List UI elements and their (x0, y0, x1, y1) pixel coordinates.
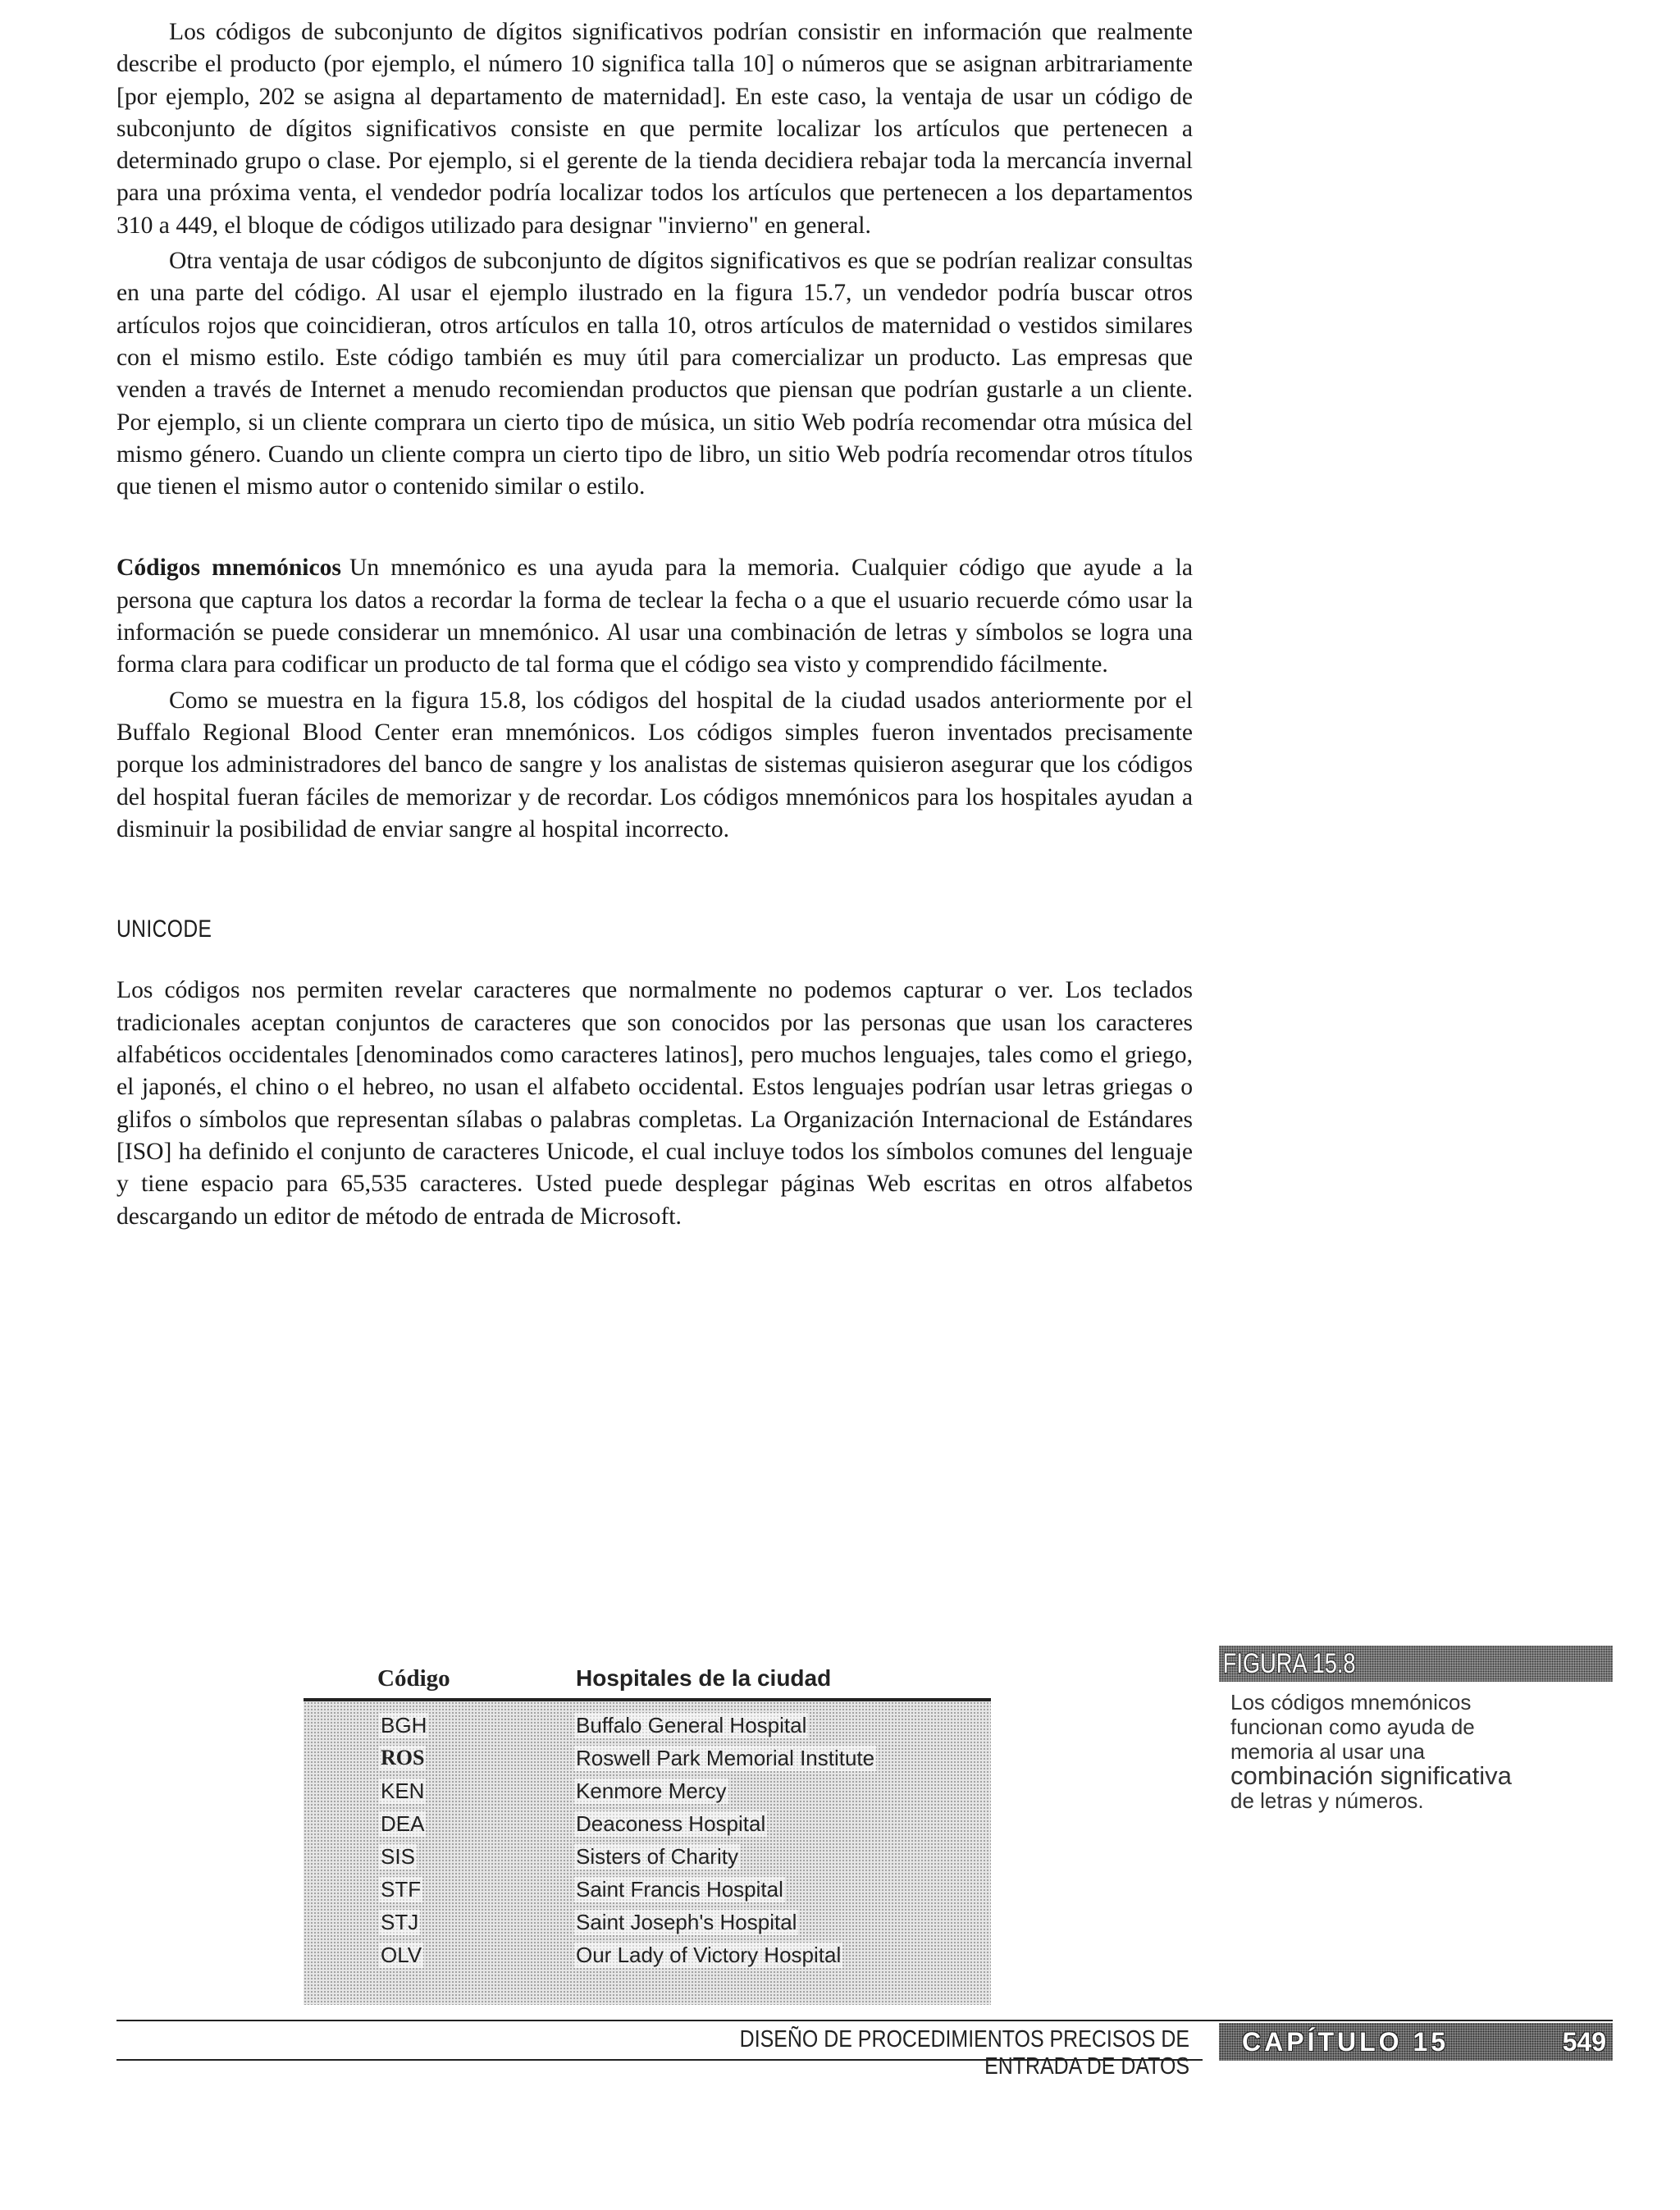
header-hospitals: Hospitales de la ciudad (576, 1665, 832, 1691)
header-code: Código (377, 1665, 450, 1692)
section-heading-unicode: UNICODE (116, 916, 212, 943)
hospital-codes-table (304, 1651, 991, 2008)
figure-label-text: FIGURA 15.8 (1222, 1648, 1356, 1679)
term-mnemonic-codes: Códigos mnemónicos (116, 555, 341, 582)
table-body (304, 1701, 991, 2005)
cell-code: SIS (381, 1844, 415, 1869)
table-row (304, 1877, 991, 1910)
table-row (304, 1844, 991, 1877)
table-row (304, 1811, 991, 1844)
paragraph-queries: Otra ventaja de usar códigos de subconjunto de dígitos significativos es que se podrían realizar consultas en una parte del código. Al usar el ejemplo ilustrado en la figura 15.7, un vendedor podría buscar otros artículos rojos que coincidieran, otros artículos en talla 10, otros artículos de maternidad o vestidos similares con el mismo estilo. Este código también es muy útil para comercializar un producto. Las empresas que venden a través de Internet a menudo recomiendan productos que piensan que podrían gustarle a un cliente. Por ejemplo, si un cliente comprara un cierto tipo de música, un sitio Web podría recomendar otra música del mismo género. Cuando un cliente compra un cierto tipo de libro, un sitio Web podría recomendar otros títulos que tienen el mismo autor o contenido similar o estilo. (116, 248, 1193, 500)
cell-code: ROS (381, 1746, 425, 1769)
table-row (304, 1943, 991, 1975)
paragraph-mnemonic-text: Un mnemónico es una ayuda para la memoria. Cualquier código que ayude a la persona que captura los datos a recordar la forma de teclear la fecha o a que el usuario recuerde cómo usar la información se puede considerar un mnemónico. Al usar una combinación de letras y símbolos se logra una forma clara para codificar un producto de tal forma que el código sea visto y comprendido fácilmente. (116, 555, 1193, 678)
cell-code: STF (381, 1877, 422, 1902)
cell-hospital: Saint Francis Hospital (576, 1877, 783, 1902)
chapter-label: CAPÍTULO 15 (1242, 2027, 1449, 2057)
table-row (304, 1779, 991, 1811)
figure-caption (1230, 1690, 1575, 1813)
caption-line: combinación significativa (1230, 1761, 1512, 1790)
paragraph-mnemonic-codes (116, 552, 1193, 681)
table-header (304, 1657, 991, 1698)
paragraph-significant-digit-codes: Los códigos de subconjunto de dígitos significativos podrían consistir en información que realmente describe el producto (por ejemplo, el número 10 significa talla 10] o números que se asignan arbitrariamente [por ejemplo, 202 se asigna al departamento de maternidad]. En este caso, la ventaja de usar un código de subconjunto de dígitos significativos consiste en que permite localizar los artículos que pertenecen a determinado grupo o clase. Por ejemplo, si el gerente de la tienda decidiera rebajar toda la mercancía invernal para una próxima venta, el vendedor podría localizar todos los artículos que pertenecen a los departamentos 310 a 449, el bloque de códigos utilizado para designar "invierno" en general. (116, 19, 1193, 239)
cell-hospital: Saint Joseph's Hospital (576, 1910, 797, 1934)
paragraph-hospital-codes: Como se muestra en la figura 15.8, los códigos del hospital de la ciudad usados anteriormente por el Buffalo Regional Blood Center eran mnemónicos. Los códigos simples fueron inventados precisamente porque los administradores del banco de sangre y los analistas de sistemas quisieron asegurar que los códigos del hospital fueran fáciles de memorizar y de recordar. Los códigos mnemónicos para los hospitales ayudan a disminuir la posibilidad de enviar sangre al hospital incorrecto. (116, 687, 1193, 842)
caption-line: memoria al usar una (1230, 1739, 1425, 1764)
paragraph-unicode: Los códigos nos permiten revelar caracteres que normalmente no podemos capturar o ver. Los teclados tradicionales aceptan conjuntos de caracteres que son conocidos por las personas que usan los caracteres alfabéticos occidentales [denominados como caracteres latinos], pero muchos lenguajes, tales como el griego, el japonés, el chino o el hebreo, no usan el alfabeto occidental. Estos lenguajes podrían usar letras griegas o glifos o símbolos que representan sílabas o palabras completas. La Organización Internacional de Estándares [ISO] ha definido el conjunto de caracteres Unicode, el cual incluye todos los símbolos comunes del lenguaje y tiene espacio para 65,535 caracteres. Usted puede desplegar páginas Web escritas en otros alfabetos descargando un editor de método de entrada de Microsoft. (116, 977, 1193, 1230)
cell-hospital: Deaconess Hospital (576, 1811, 766, 1836)
caption-line: funcionan como ayuda de (1230, 1715, 1475, 1739)
caption-line: Los códigos mnemónicos (1230, 1690, 1472, 1715)
chapter-page-tag (1219, 2023, 1613, 2061)
cell-code: KEN (381, 1779, 425, 1803)
running-footer-title: DISEÑO DE PROCEDIMIENTOS PRECISOS DE ENTRADA DE DATOS (739, 2026, 1189, 2080)
table-row (304, 1713, 991, 1746)
cell-hospital: Sisters of Charity (576, 1844, 738, 1869)
cell-hospital: Our Lady of Victory Hospital (576, 1943, 842, 1967)
cell-code: STJ (381, 1910, 419, 1934)
page-number: 549 (1562, 2027, 1606, 2057)
caption-line: de letras y números. (1230, 1788, 1424, 1813)
figure-label (1219, 1646, 1613, 1682)
main-text (116, 16, 1193, 1233)
cell-code: BGH (381, 1713, 427, 1737)
cell-hospital: Roswell Park Memorial Institute (576, 1746, 875, 1770)
table-row (304, 1910, 991, 1943)
cell-hospital: Kenmore Mercy (576, 1779, 727, 1803)
footer-rule-top (116, 2020, 1613, 2021)
cell-code: DEA (381, 1811, 425, 1836)
cell-hospital: Buffalo General Hospital (576, 1713, 807, 1737)
table-row (304, 1746, 991, 1779)
cell-code: OLV (381, 1943, 422, 1967)
